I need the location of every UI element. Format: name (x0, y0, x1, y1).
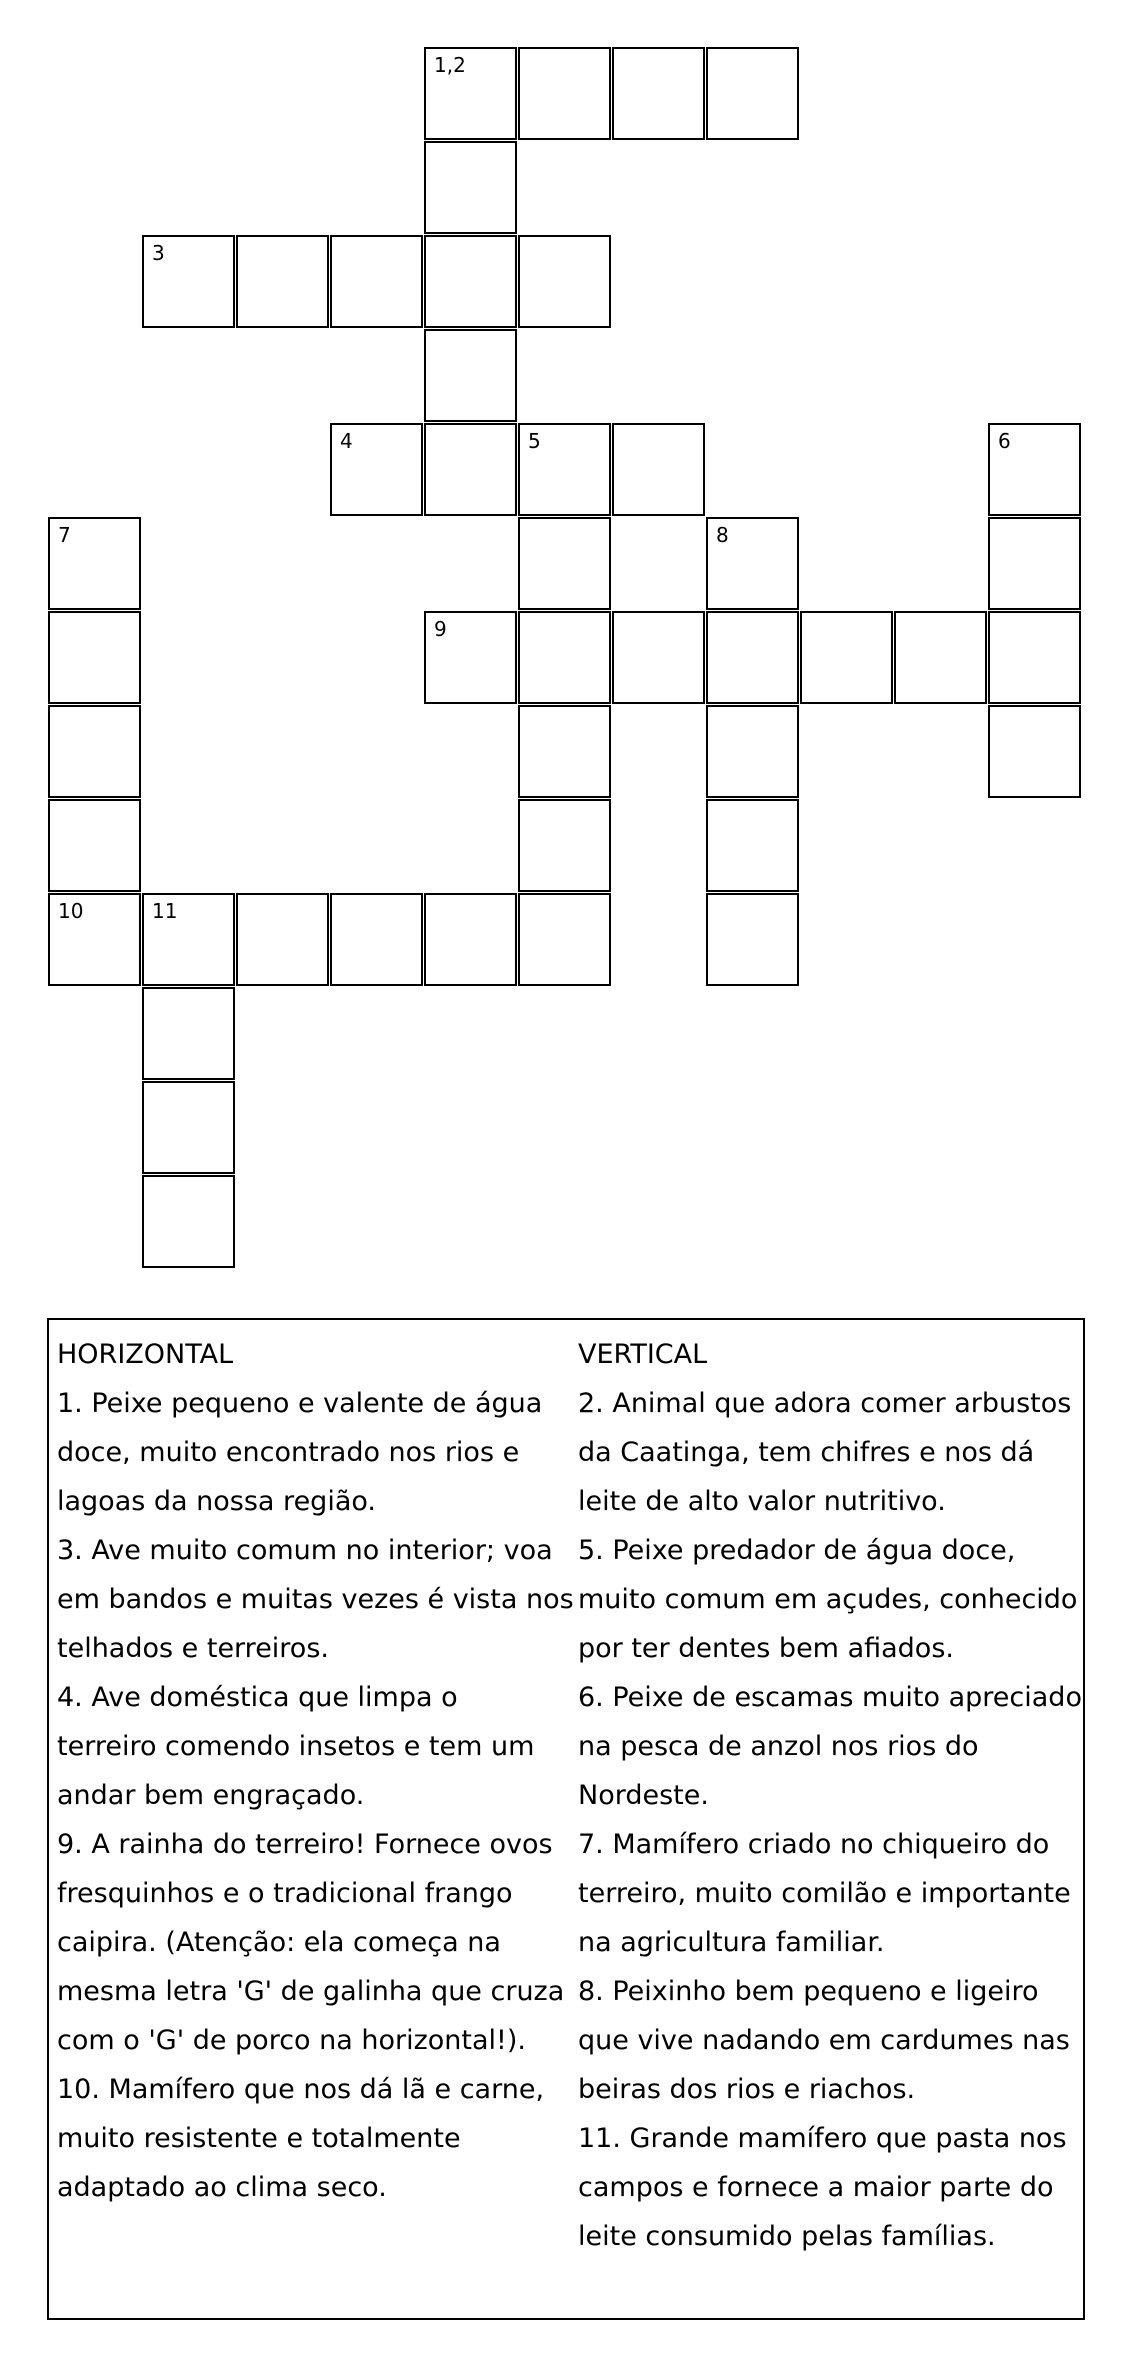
clue-number: 6 (998, 429, 1011, 453)
vertical-clue-line: terreiro, muito comilão e importante (578, 1878, 1071, 1909)
crossword-cell[interactable] (424, 47, 517, 140)
crossword-cell[interactable] (424, 611, 517, 704)
horizontal-clue-line: 4. Ave doméstica que limpa o (57, 1682, 458, 1713)
vertical-clues (578, 1330, 1083, 2261)
clue-number: 8 (716, 523, 729, 547)
crossword-cell[interactable] (988, 705, 1081, 798)
horizontal-clue-line: andar bem engraçado. (57, 1780, 365, 1811)
vertical-clue-line: leite consumido pelas famílias. (578, 2221, 996, 2252)
clue-number: 7 (58, 523, 71, 547)
vertical-clue-line: 11. Grande mamífero que pasta nos (578, 2123, 1067, 2154)
horizontal-clue-line: lagoas da nossa região. (57, 1486, 376, 1517)
crossword-cell[interactable] (800, 611, 893, 704)
crossword-cell[interactable] (236, 893, 329, 986)
vertical-clue-line: 8. Peixinho bem pequeno e ligeiro (578, 1976, 1039, 2007)
crossword-cell[interactable] (48, 611, 141, 704)
crossword-cell[interactable] (706, 799, 799, 892)
crossword-cell[interactable] (518, 705, 611, 798)
crossword-cell[interactable] (706, 705, 799, 798)
horizontal-title: HORIZONTAL (57, 1339, 234, 1370)
horizontal-clue-line: fresquinhos e o tradicional frango (57, 1878, 513, 1909)
vertical-clue-line: Nordeste. (578, 1780, 709, 1811)
clues-box (47, 1318, 1085, 2320)
crossword-cell[interactable] (48, 705, 141, 798)
crossword-cell[interactable] (988, 423, 1081, 516)
horizontal-clue-line: 3. Ave muito comum no interior; voa (57, 1535, 553, 1566)
vertical-clue-line: da Caatinga, tem chifres e nos dá (578, 1437, 1035, 1468)
crossword-cell[interactable] (142, 235, 235, 328)
crossword-cell[interactable] (706, 47, 799, 140)
vertical-clue-line: 7. Mamífero criado no chiqueiro do (578, 1829, 1050, 1860)
vertical-clue-line: muito comum em açudes, conhecido (578, 1584, 1078, 1615)
crossword-cell[interactable] (48, 517, 141, 610)
crossword-cell[interactable] (142, 987, 235, 1080)
horizontal-clue-line: com o 'G' de porco na horizontal!). (57, 2025, 526, 2056)
vertical-clue-line: beiras dos rios e riachos. (578, 2074, 916, 2105)
crossword-cell[interactable] (706, 611, 799, 704)
clue-number: 10 (58, 899, 84, 923)
vertical-clue-line: 5. Peixe predador de água doce, (578, 1535, 1016, 1566)
crossword-cell[interactable] (48, 893, 141, 986)
crossword-cell[interactable] (424, 329, 517, 422)
crossword-cell[interactable] (424, 423, 517, 516)
horizontal-clue-line: mesma letra 'G' de galinha que cruza (57, 1976, 565, 2007)
horizontal-clue-line: caipira. (Atenção: ela começa na (57, 1927, 501, 1958)
crossword-cell[interactable] (894, 611, 987, 704)
vertical-clue-line: leite de alto valor nutritivo. (578, 1486, 946, 1517)
horizontal-clue-line: doce, muito encontrado nos rios e (57, 1437, 520, 1468)
crossword-cell[interactable] (236, 235, 329, 328)
crossword-cell[interactable] (612, 611, 705, 704)
vertical-title: VERTICAL (578, 1339, 708, 1370)
crossword-cell[interactable] (988, 517, 1081, 610)
vertical-clue-line: campos e fornece a maior parte do (578, 2172, 1054, 2203)
crossword-cell[interactable] (518, 611, 611, 704)
crossword-cell[interactable] (142, 1175, 235, 1268)
horizontal-clue-line: muito resistente e totalmente (57, 2123, 461, 2154)
clue-number: 5 (528, 429, 541, 453)
horizontal-clue-line: 9. A rainha do terreiro! Fornece ovos (57, 1829, 553, 1860)
horizontal-clue-line: em bandos e muitas vezes é vista nos (57, 1584, 574, 1615)
vertical-clue-line: na agricultura familiar. (578, 1927, 885, 1958)
crossword-cell[interactable] (48, 799, 141, 892)
crossword-cell[interactable] (706, 893, 799, 986)
crossword-cell[interactable] (142, 893, 235, 986)
clue-number: 4 (340, 429, 353, 453)
crossword-cell[interactable] (518, 235, 611, 328)
crossword-cell[interactable] (518, 893, 611, 986)
clue-number: 11 (152, 899, 178, 923)
vertical-clue-line: 2. Animal que adora comer arbustos (578, 1388, 1072, 1419)
crossword-cell[interactable] (330, 235, 423, 328)
clue-number: 9 (434, 617, 447, 641)
crossword-cell[interactable] (612, 423, 705, 516)
horizontal-clue-line: telhados e terreiros. (57, 1633, 329, 1664)
crossword-cell[interactable] (424, 893, 517, 986)
crossword-cell[interactable] (330, 893, 423, 986)
crossword-cell[interactable] (612, 47, 705, 140)
horizontal-clue-line: 10. Mamífero que nos dá lã e carne, (57, 2074, 545, 2105)
crossword-cell[interactable] (518, 517, 611, 610)
clue-number: 3 (152, 241, 165, 265)
crossword-cell[interactable] (424, 235, 517, 328)
vertical-clue-line: por ter dentes bem afiados. (578, 1633, 954, 1664)
crossword-cell[interactable] (330, 423, 423, 516)
crossword-cell[interactable] (518, 423, 611, 516)
clue-number: 1,2 (434, 53, 466, 77)
horizontal-clue-line: 1. Peixe pequeno e valente de água (57, 1388, 543, 1419)
crossword-cell[interactable] (988, 611, 1081, 704)
crossword-cell[interactable] (424, 141, 517, 234)
vertical-clue-line: 6. Peixe de escamas muito apreciado (578, 1682, 1082, 1713)
vertical-clue-line: que vive nadando em cardumes nas (578, 2025, 1070, 2056)
crossword-cell[interactable] (518, 799, 611, 892)
vertical-clue-line: na pesca de anzol nos rios do (578, 1731, 979, 1762)
horizontal-clues (57, 1330, 574, 2212)
crossword-cell[interactable] (518, 47, 611, 140)
crossword-cell[interactable] (142, 1081, 235, 1174)
horizontal-clue-line: terreiro comendo insetos e tem um (57, 1731, 535, 1762)
crossword-cell[interactable] (706, 517, 799, 610)
horizontal-clue-line: adaptado ao clima seco. (57, 2172, 387, 2203)
